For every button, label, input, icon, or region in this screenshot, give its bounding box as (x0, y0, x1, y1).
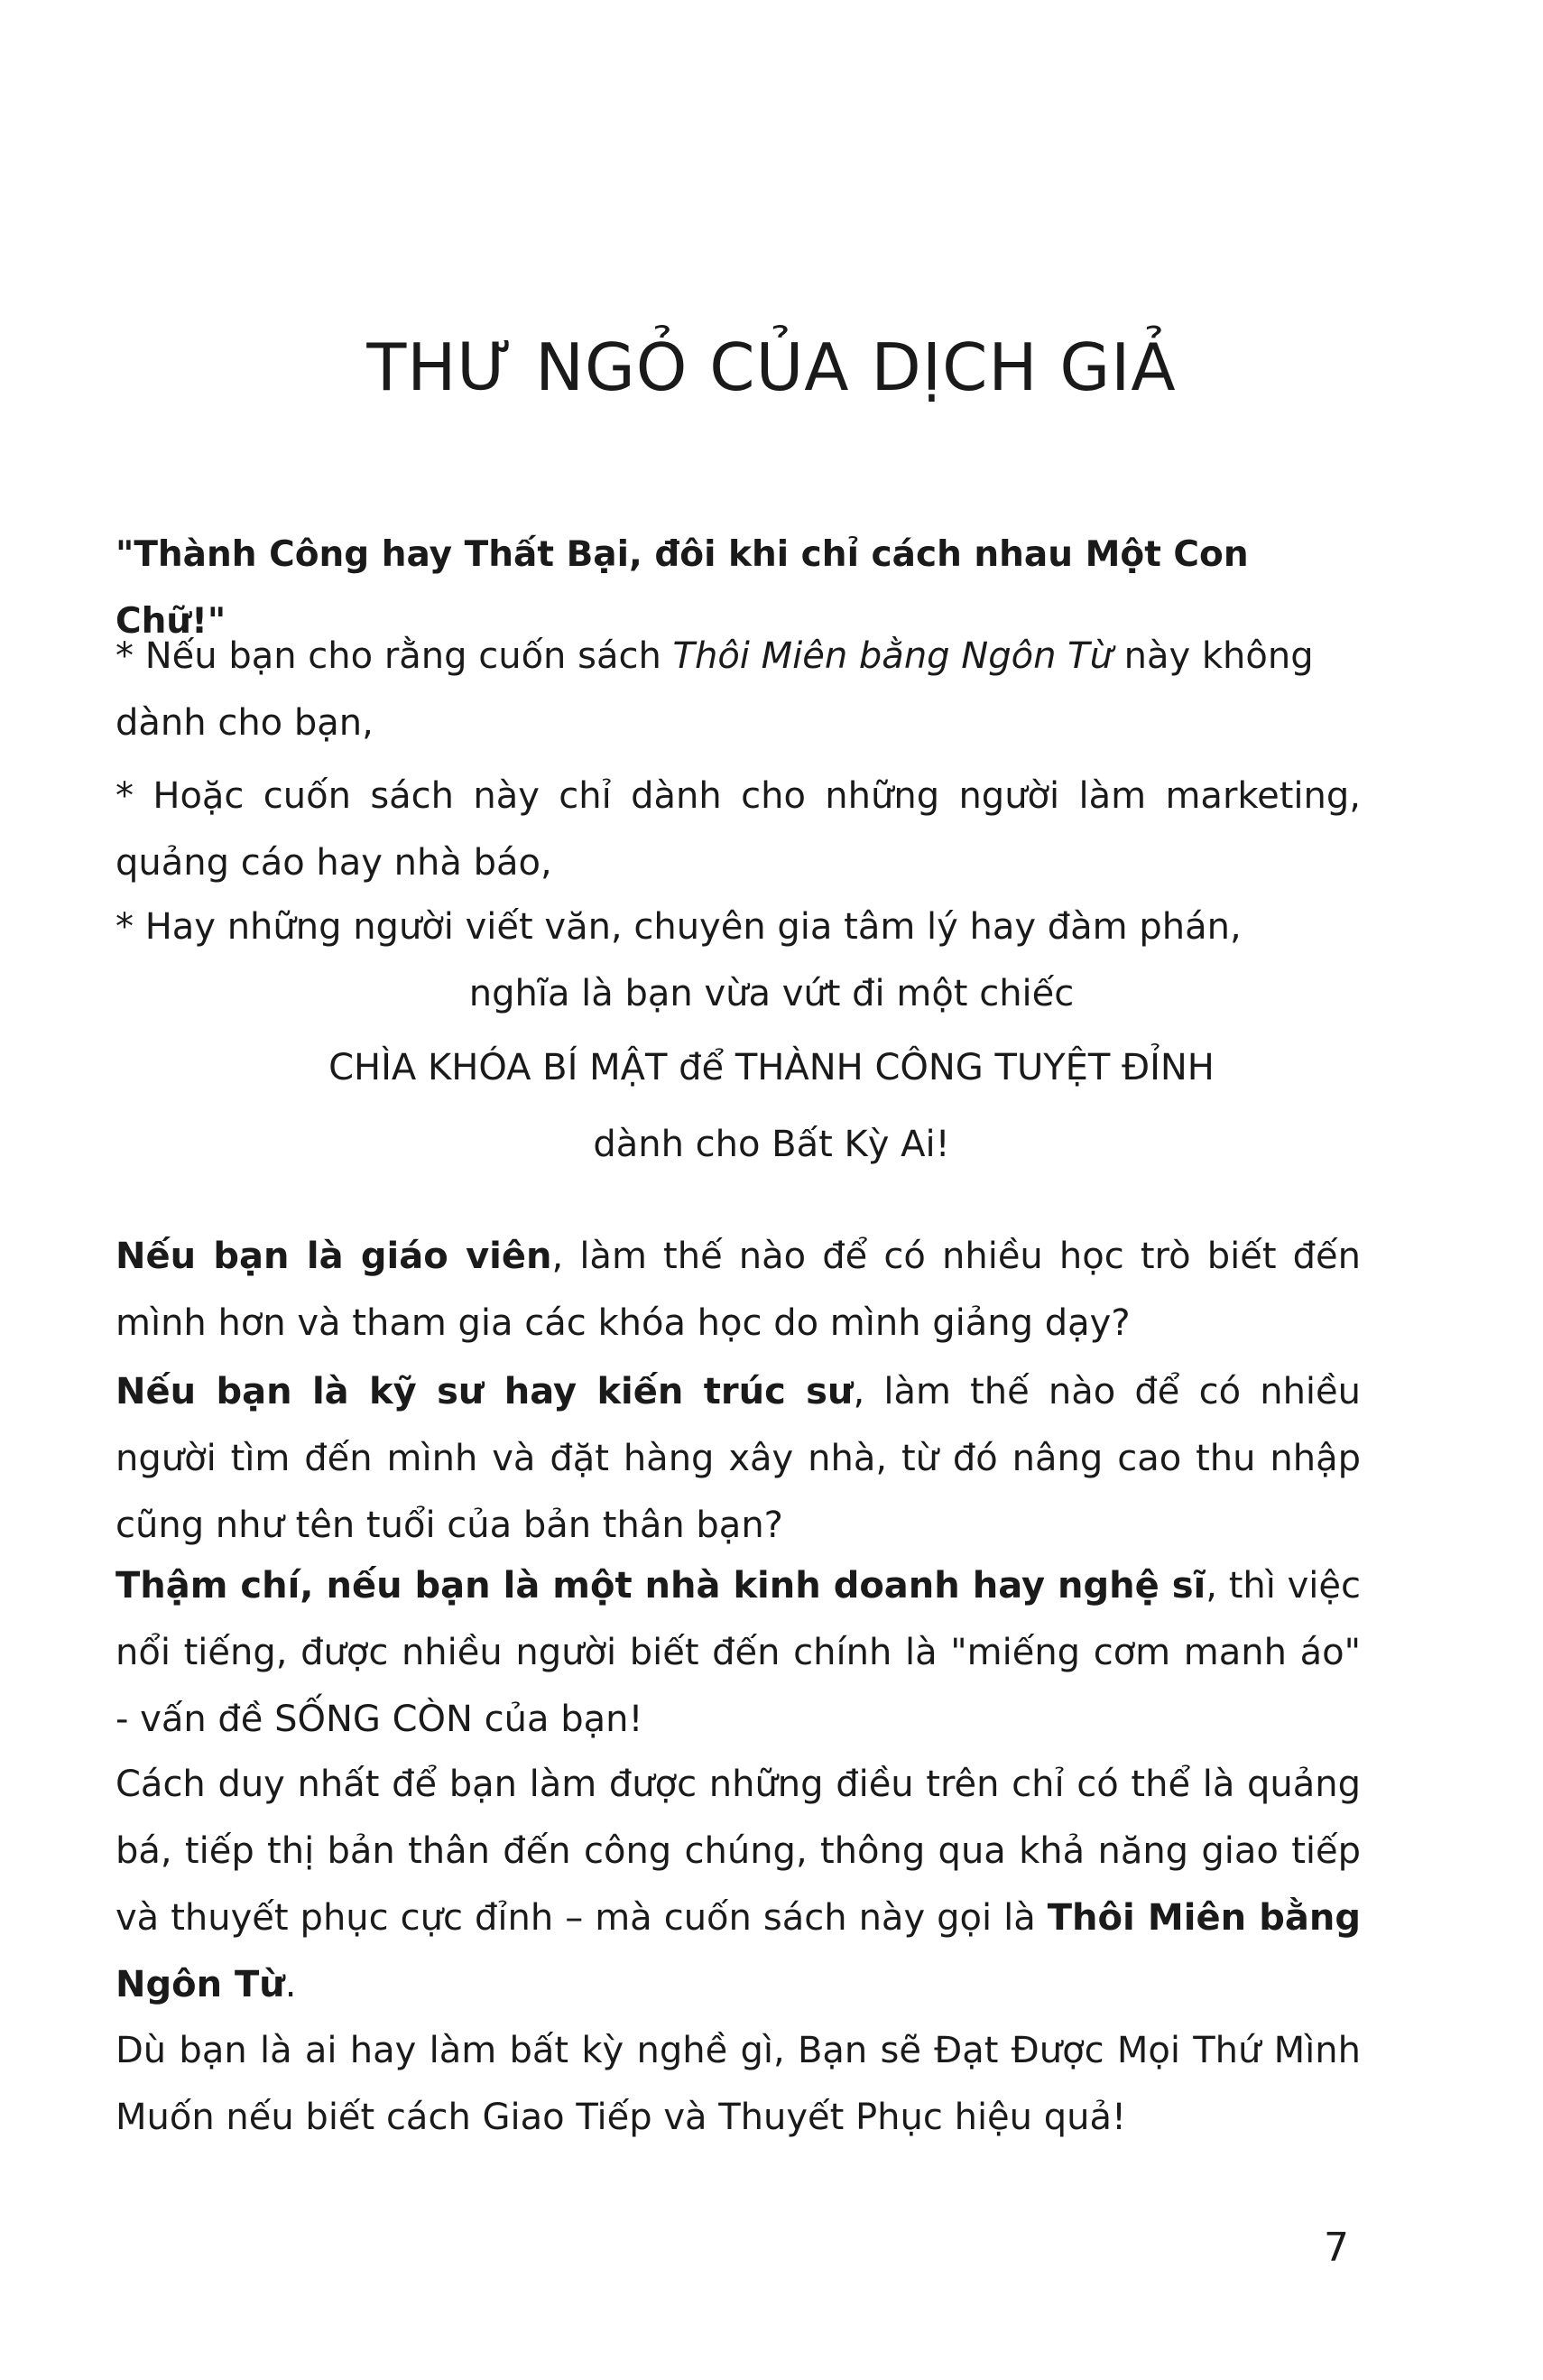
bullet-item (115, 623, 1361, 756)
paragraph-body: Cách duy nhất để bạn làm được những điều trên chỉ có thể là quảng bá, tiếp thị bản thân đến công chúng, thông qua khả năng giao tiếp và thuyết phục cực đỉnh – mà cuốn sách này gọi là (115, 1764, 1361, 1939)
centered-line: CHÌA KHÓA BÍ MẬT để THÀNH CÔNG TUYỆT ĐỈNH (328, 1047, 1215, 1088)
bullet-item: * Hoặc cuốn sách này chỉ dành cho những người làm marketing, quảng cáo hay nhà báo, (115, 775, 1361, 884)
paragraph-body: , thì việc nổi tiếng, được nhiều người biết đến chính là "miếng cơm manh áo" - vấn đề SỐNG CÒN của bạn! (115, 1565, 1361, 1740)
book-title-italic: Thôi Miên bằng Ngôn Từ (672, 635, 1113, 677)
page-title: THƯ NGỎ CỦA DỊCH GIẢ (366, 329, 1177, 405)
bullet-text: * Nếu bạn cho rằng cuốn sách (115, 635, 673, 677)
paragraph-engineer (115, 1358, 1361, 1559)
bullet-item: * Hay những người viết văn, chuyên gia tâm lý hay đàm phán, (115, 906, 1242, 948)
paragraph-only-way (115, 1751, 1361, 2018)
paragraph-lead: Thậm chí, nếu bạn là một nhà kinh doanh hay nghệ sĩ (115, 1565, 1206, 1607)
paragraph-teacher (115, 1223, 1361, 1357)
paragraph-body: , làm thế nào để có nhiều người tìm đến mình và đặt hàng xây nhà, từ đó nâng cao thu nhập cũng như tên tuổi của bản thân bạn? (115, 1371, 1361, 1546)
bullet-text: này không dành cho bạn, (115, 635, 1314, 744)
centered-line: dành cho Bất Kỳ Ai! (593, 1124, 950, 1165)
paragraph-lead: Nếu bạn là kỹ sư hay kiến trúc sư (115, 1371, 854, 1412)
book-title-bold: Thôi Miên bằng Ngôn Từ (115, 1897, 1361, 2005)
paragraph-business (115, 1552, 1361, 1753)
paragraph-body: , làm thế nào để có nhiều học trò biết đến mình hơn và tham gia các khóa học do mình giảng dạy? (115, 1236, 1361, 1344)
paragraph-lead: Nếu bạn là giáo viên (115, 1236, 552, 1277)
opening-quote: "Thành Công hay Thất Bại, đôi khi chỉ cách nhau Một Con Chữ!" (115, 534, 1249, 642)
centered-line: nghĩa là bạn vừa vứt đi một chiếc (468, 973, 1075, 1014)
paragraph-end: . (284, 1964, 297, 2005)
paragraph-closing: Dù bạn là ai hay làm bất kỳ nghề gì, Bạn sẽ Đạt Được Mọi Thứ Mình Muốn nếu biết cách Giao Tiếp và Thuyết Phục hiệu quả! (115, 2030, 1361, 2138)
page-number: 7 (1324, 2225, 1349, 2271)
